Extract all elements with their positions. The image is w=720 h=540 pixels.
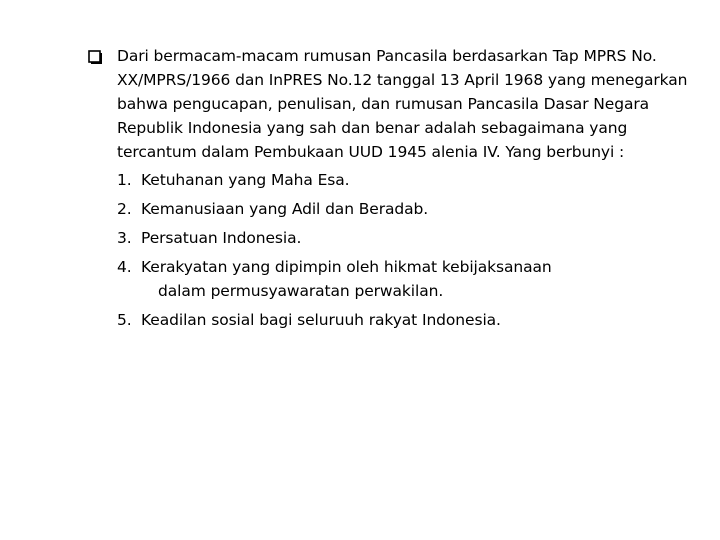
list-item-number: 3. bbox=[117, 229, 132, 247]
list-item-text: Persatuan Indonesia. bbox=[141, 229, 302, 247]
pancasila-list bbox=[117, 168, 707, 332]
list-item-text: Kemanusiaan yang Adil dan Beradab. bbox=[141, 200, 429, 218]
checkbox-bullet-icon bbox=[88, 50, 102, 64]
list-item-continuation: dalam permusyawaratan perwakilan. bbox=[158, 282, 444, 300]
list-item-number: 2. bbox=[117, 200, 132, 218]
list-item-text: Kerakyatan yang dipimpin oleh hikmat kebijaksanaan bbox=[141, 258, 552, 276]
intro-paragraph: Dari bermacam-macam rumusan Pancasila berdasarkan Tap MPRS No. XX/MPRS/1966 dan InPRES No.12 tanggal 13 April 1968 yang menegarkan bahwa pengucapan, penulisan, dan rumusan Pancasila Dasar Negara Republik Indonesia yang sah dan benar adalah sebagaimana yang tercantum dalam Pembukaan UUD 1945 alenia IV. Yang berbunyi : bbox=[117, 47, 688, 161]
list-item bbox=[117, 308, 707, 332]
list-item-number: 5. bbox=[117, 311, 132, 329]
list-item-text: Keadilan sosial bagi seluruuh rakyat Indonesia. bbox=[141, 311, 501, 329]
list-item bbox=[117, 168, 707, 192]
slide-content bbox=[117, 44, 707, 337]
list-item-text: Ketuhanan yang Maha Esa. bbox=[141, 171, 350, 189]
list-item bbox=[117, 226, 707, 250]
list-item-number: 1. bbox=[117, 171, 132, 189]
list-item bbox=[117, 197, 707, 221]
list-item-number: 4. bbox=[117, 258, 132, 276]
list-item bbox=[117, 255, 707, 303]
